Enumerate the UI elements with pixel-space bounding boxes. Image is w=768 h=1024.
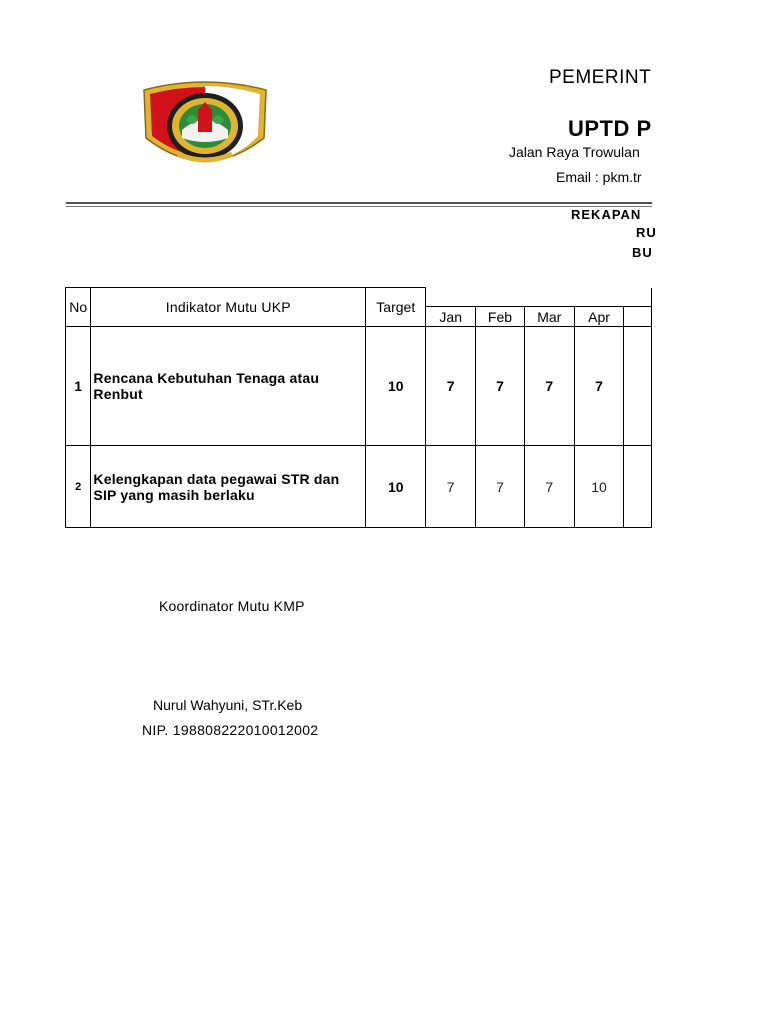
- row-value-apr: 10: [574, 446, 624, 528]
- row-target: 10: [366, 327, 426, 446]
- header-month-continued: [624, 307, 652, 327]
- row-indicator-line2: SIP yang masih berlaku: [93, 486, 255, 503]
- row-value-jan: 7: [426, 446, 476, 528]
- header-no: No: [66, 288, 91, 327]
- table-row: [66, 446, 652, 528]
- row-value-mar: 7: [524, 327, 574, 446]
- header-target: Target: [366, 288, 426, 327]
- row-value-mar: 7: [524, 446, 574, 528]
- header-month: Jan: [426, 307, 476, 327]
- row-value-continued: [624, 446, 652, 528]
- header-divider-thin: [66, 206, 652, 207]
- quality-indicator-table: [65, 287, 652, 528]
- row-indicator: [91, 327, 366, 446]
- table-row: [66, 327, 652, 446]
- header-title-line1: PEMERINT: [549, 67, 652, 88]
- row-indicator-line1: Rencana Kebutuhan Tenaga atau: [93, 370, 320, 386]
- row-number: 1: [66, 327, 91, 446]
- row-indicator-line1: Kelengkapan data pegawai STR dan: [93, 470, 340, 487]
- header-email: Email : pkm.tr: [556, 169, 642, 185]
- header-title-line2: UPTD P: [568, 116, 652, 141]
- regency-emblem-logo: [140, 80, 270, 172]
- row-value-apr: 7: [574, 327, 624, 446]
- row-number: 2: [66, 446, 91, 528]
- row-value-jan: 7: [426, 327, 476, 446]
- signature-name: Nurul Wahyuni, STr.Keb: [153, 697, 303, 713]
- header-divider-thick: [66, 202, 652, 204]
- signature-role: Koordinator Mutu KMP: [159, 598, 305, 614]
- row-target: 10: [366, 446, 426, 528]
- header-month: Mar: [524, 307, 574, 327]
- signature-nip: NIP. 198808222010012002: [142, 722, 319, 738]
- row-value-feb: 7: [476, 327, 525, 446]
- row-indicator: [91, 446, 366, 528]
- report-heading-line3: BU: [632, 245, 653, 260]
- header-month: Apr: [574, 307, 624, 327]
- report-heading-line1: REKAPAN: [571, 207, 642, 222]
- table-header-row: [66, 288, 652, 307]
- header-address: Jalan Raya Trowulan: [509, 144, 640, 160]
- header-indicator: Indikator Mutu UKP: [91, 288, 366, 327]
- row-value-continued: [624, 327, 652, 446]
- header-month-group: [426, 288, 652, 307]
- row-value-feb: 7: [476, 446, 525, 528]
- report-heading-line2: RU: [636, 225, 657, 240]
- header-month: Feb: [476, 307, 525, 327]
- row-indicator-line2: Renbut: [93, 386, 143, 402]
